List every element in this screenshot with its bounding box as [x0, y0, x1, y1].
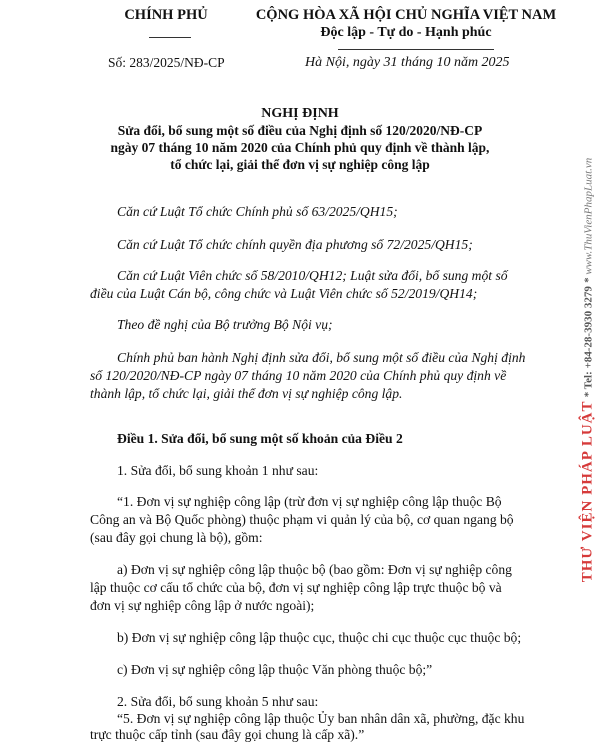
decree-title: [60, 106, 540, 173]
national-header: [250, 6, 562, 42]
issuing-agency: [96, 6, 236, 24]
quoted-text: Công an và Bộ Quốc phòng) thuộc phạm vi quản lý của bộ, cơ quan ngang bộ: [90, 512, 514, 527]
quoted-text: trực thuộc cấp tỉnh (sau đây gọi chung là cấp xã).”: [90, 727, 365, 742]
clause: 1. Sửa đổi, bổ sung khoản 1 như sau:: [117, 463, 319, 478]
preamble-issuance: Chính phủ ban hành Nghị định sửa đổi, bổ sung một số điều của Nghị định: [117, 350, 526, 365]
preamble-issuance: số 120/2020/NĐ-CP ngày 07 tháng 10 năm 2020 của Chính phủ quy định về: [90, 368, 507, 383]
nation-name: CỘNG HÒA XÃ HỘI CHỦ NGHĨA VIỆT NAM: [255, 7, 557, 23]
list-item: a) Đơn vị sự nghiệp công lập thuộc bộ (bao gồm: Đơn vị sự nghiệp công: [117, 562, 512, 577]
agency-underline: [149, 37, 191, 38]
preamble-basis: Căn cứ Luật Viên chức số 58/2010/QH12; Luật sửa đổi, bổ sung một số: [117, 268, 508, 283]
clause: 2. Sửa đổi, bổ sung khoản 5 như sau:: [117, 694, 319, 709]
document-number: Số: 283/2025/NĐ-CP: [108, 55, 225, 70]
decree-kind: NGHỊ ĐỊNH: [261, 106, 339, 121]
place-date: Hà Nội, ngày 31 tháng 10 năm 2025: [305, 55, 510, 70]
preamble-basis: Căn cứ Luật Tổ chức chính quyền địa phương số 72/2025/QH15;: [117, 237, 473, 252]
list-item: c) Đơn vị sự nghiệp công lập thuộc Văn phòng thuộc bộ;”: [117, 662, 433, 677]
decree-title-line: ngày 07 tháng 10 năm 2020 của Chính phủ quy định về thành lập,: [110, 140, 490, 155]
watermark-brand: THƯ VIỆN PHÁP LUẬT: [579, 400, 596, 583]
side-watermark: THƯ VIỆN PHÁP LUẬT * Tel: +84-28-3930 3279 * www.ThuVienPhapLuat.vn: [579, 157, 596, 583]
quoted-text: “1. Đơn vị sự nghiệp công lập (trừ đơn vị sự nghiệp công lập thuộc Bộ: [117, 494, 502, 509]
list-item: b) Đơn vị sự nghiệp công lập thuộc cục, thuộc chi cục thuộc cục thuộc bộ;: [117, 630, 522, 645]
quoted-text: (sau đây gọi chung là bộ), gồm:: [90, 530, 263, 545]
preamble-basis: Căn cứ Luật Tổ chức Chính phủ số 63/2025/QH15;: [117, 204, 398, 219]
preamble-basis: điều của Luật Cán bộ, công chức và Luật Viên chức số 52/2019/QH14;: [90, 286, 478, 301]
watermark-tel: Tel: +84-28-3930 3279: [582, 286, 595, 390]
motto-underline: [338, 49, 494, 50]
agency-name: CHÍNH PHỦ: [124, 7, 208, 23]
watermark-url: www.ThuVienPhapLuat.vn: [582, 157, 595, 275]
list-item: đơn vị sự nghiệp công lập ở nước ngoài);: [90, 598, 315, 613]
quoted-text: “5. Đơn vị sự nghiệp công lập thuộc Ủy ban nhân dân xã, phường, đặc khu: [117, 711, 525, 726]
preamble-issuance: thành lập, tổ chức lại, giải thể đơn vị sự nghiệp công lập.: [90, 386, 403, 401]
national-motto: Độc lập - Tự do - Hạnh phúc: [320, 25, 492, 40]
preamble-proposal: Theo đề nghị của Bộ trưởng Bộ Nội vụ;: [117, 317, 333, 332]
decree-title-line: Sửa đổi, bổ sung một số điều của Nghị định số 120/2020/NĐ-CP: [117, 123, 483, 138]
article-heading: Điều 1. Sửa đổi, bổ sung một số khoản của Điều 2: [117, 431, 403, 446]
list-item: lập thuộc cơ cấu tổ chức của bộ, đơn vị sự nghiệp công lập trực thuộc bộ và: [90, 580, 502, 595]
decree-title-line: tổ chức lại, giải thể đơn vị sự nghiệp công lập: [170, 157, 430, 172]
